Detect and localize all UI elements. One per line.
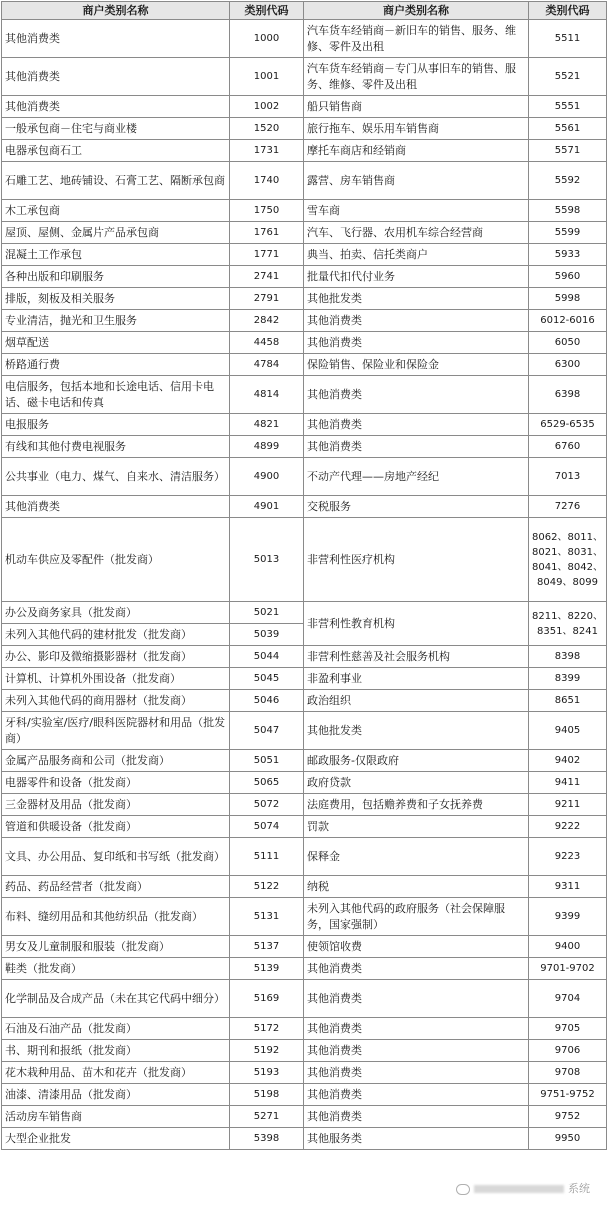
category-code-left: 2842	[230, 310, 304, 332]
merchant-name-left: 金属产品服务商和公司（批发商）	[2, 750, 230, 772]
table-row	[2, 1018, 607, 1040]
table-row	[2, 222, 607, 244]
merchant-name-right: 其他消费类	[304, 1018, 529, 1040]
table-row	[2, 772, 607, 794]
merchant-name-right: 其他服务类	[304, 1128, 529, 1150]
wechat-icon	[456, 1184, 470, 1195]
category-code-left: 5169	[230, 980, 304, 1018]
table-row	[2, 118, 607, 140]
category-code-right: 5998	[529, 288, 607, 310]
merchant-name-left: 电信服务，包括本地和长途电话、信用卡电话、磁卡电话和传真	[2, 376, 230, 414]
merchant-name-right: 非营利性慈善及社会服务机构	[304, 646, 529, 668]
blurred-watermark-text	[474, 1185, 564, 1193]
merchant-name-right: 其他消费类	[304, 310, 529, 332]
category-code-left: 5271	[230, 1106, 304, 1128]
merchant-name-right: 其他消费类	[304, 414, 529, 436]
merchant-name-left: 桥路通行费	[2, 354, 230, 376]
merchant-name-left: 其他消费类	[2, 496, 230, 518]
merchant-name-right: 旅行拖车、娱乐用车销售商	[304, 118, 529, 140]
merchant-name-left: 木工承包商	[2, 200, 230, 222]
table-row	[2, 750, 607, 772]
category-code-right: 9222	[529, 816, 607, 838]
category-code-right: 8398	[529, 646, 607, 668]
category-code-left: 5039	[230, 624, 304, 646]
merchant-name-left: 鞋类（批发商）	[2, 958, 230, 980]
merchant-name-right: 未列入其他代码的政府服务（社会保障服务，国家强制）	[304, 898, 529, 936]
category-code-right: 6760	[529, 436, 607, 458]
merchant-name-right: 其他消费类	[304, 1062, 529, 1084]
category-code-left: 5198	[230, 1084, 304, 1106]
category-code-right: 9311	[529, 876, 607, 898]
category-code-left: 2741	[230, 266, 304, 288]
category-code-right: 6529-6535	[529, 414, 607, 436]
table-row	[2, 602, 607, 624]
merchant-name-left: 石油及石油产品（批发商）	[2, 1018, 230, 1040]
category-code-right: 6300	[529, 354, 607, 376]
category-code-left: 1520	[230, 118, 304, 140]
category-code-left: 5021	[230, 602, 304, 624]
table-row	[2, 898, 607, 936]
category-code-left: 2791	[230, 288, 304, 310]
watermark-text: 系统	[568, 1182, 590, 1195]
table-row	[2, 690, 607, 712]
category-code-right: 7013	[529, 458, 607, 496]
merchant-name-left: 屋顶、屋侧、金属片产品承包商	[2, 222, 230, 244]
category-code-left: 4900	[230, 458, 304, 496]
merchant-name-right: 批量代扣代付业务	[304, 266, 529, 288]
header-name-right: 商户类别名称	[304, 2, 529, 20]
category-code-right: 5551	[529, 96, 607, 118]
table-row	[2, 1062, 607, 1084]
category-code-left: 5139	[230, 958, 304, 980]
merchant-name-left: 电器零件和设备（批发商）	[2, 772, 230, 794]
category-code-left: 5047	[230, 712, 304, 750]
category-code-left: 1771	[230, 244, 304, 266]
merchant-name-right: 政府贷款	[304, 772, 529, 794]
category-code-right: 9411	[529, 772, 607, 794]
category-code-left: 5045	[230, 668, 304, 690]
table-row	[2, 244, 607, 266]
table-row	[2, 1106, 607, 1128]
merchant-name-left: 活动房车销售商	[2, 1106, 230, 1128]
category-code-left: 5074	[230, 816, 304, 838]
table-row	[2, 162, 607, 200]
category-code-left: 4458	[230, 332, 304, 354]
merchant-name-left: 牙科/实验室/医疗/眼科医院器材和用品（批发商）	[2, 712, 230, 750]
category-code-right: 9701-9702	[529, 958, 607, 980]
merchant-name-right: 典当、拍卖、信托类商户	[304, 244, 529, 266]
category-code-right: 5598	[529, 200, 607, 222]
category-code-right: 5592	[529, 162, 607, 200]
table-row	[2, 712, 607, 750]
category-code-right: 7276	[529, 496, 607, 518]
merchant-name-left: 其他消费类	[2, 96, 230, 118]
table-row	[2, 838, 607, 876]
merchant-name-right: 其他消费类	[304, 332, 529, 354]
watermark	[456, 1180, 590, 1196]
table-row	[2, 1128, 607, 1150]
merchant-name-left: 花木栽种用品、苗木和花卉（批发商）	[2, 1062, 230, 1084]
category-code-right: 5599	[529, 222, 607, 244]
category-code-left: 4784	[230, 354, 304, 376]
merchant-name-right: 交税服务	[304, 496, 529, 518]
merchant-name-right: 非营利性教育机构	[304, 602, 529, 646]
table-row	[2, 288, 607, 310]
merchant-name-right: 其他消费类	[304, 958, 529, 980]
merchant-name-right: 使领馆收费	[304, 936, 529, 958]
table-row	[2, 518, 607, 602]
table-row	[2, 354, 607, 376]
category-code-right: 9405	[529, 712, 607, 750]
merchant-name-right: 其他批发类	[304, 288, 529, 310]
category-code-left: 5193	[230, 1062, 304, 1084]
table-row	[2, 876, 607, 898]
category-code-left: 5046	[230, 690, 304, 712]
merchant-name-right: 露营、房车销售商	[304, 162, 529, 200]
merchant-name-right: 汽车货车经销商－新旧车的销售、服务、维修、零件及出租	[304, 20, 529, 58]
merchant-name-left: 未列入其他代码的商用器材（批发商）	[2, 690, 230, 712]
table-row	[2, 936, 607, 958]
merchant-name-right: 船只销售商	[304, 96, 529, 118]
category-code-right: 9708	[529, 1062, 607, 1084]
category-code-left: 4901	[230, 496, 304, 518]
category-code-right: 9752	[529, 1106, 607, 1128]
category-code-left: 5398	[230, 1128, 304, 1150]
header-row	[2, 2, 607, 20]
merchant-name-right: 非营利性医疗机构	[304, 518, 529, 602]
table-row	[2, 1040, 607, 1062]
merchant-name-right: 其他消费类	[304, 1084, 529, 1106]
table-row	[2, 646, 607, 668]
category-code-right: 5571	[529, 140, 607, 162]
category-code-left: 5065	[230, 772, 304, 794]
category-code-right: 9704	[529, 980, 607, 1018]
header-name-left: 商户类别名称	[2, 2, 230, 20]
category-code-left: 1000	[230, 20, 304, 58]
merchant-name-right: 其他消费类	[304, 436, 529, 458]
merchant-name-left: 办公及商务家具（批发商）	[2, 602, 230, 624]
merchant-name-right: 法庭费用，包括赡养费和子女抚养费	[304, 794, 529, 816]
merchant-name-left: 布料、缝纫用品和其他纺织品（批发商）	[2, 898, 230, 936]
merchant-name-right: 雪车商	[304, 200, 529, 222]
merchant-name-left: 有线和其他付费电视服务	[2, 436, 230, 458]
category-code-left: 5111	[230, 838, 304, 876]
category-code-right: 8211、8220、8351、8241	[529, 602, 607, 646]
category-code-left: 1740	[230, 162, 304, 200]
category-code-right: 8651	[529, 690, 607, 712]
merchant-name-right: 汽车货车经销商－专门从事旧车的销售、服务、维修、零件及出租	[304, 58, 529, 96]
merchant-name-right: 其他消费类	[304, 376, 529, 414]
category-code-right: 9751-9752	[529, 1084, 607, 1106]
merchant-name-right: 罚款	[304, 816, 529, 838]
table-row	[2, 332, 607, 354]
category-code-left: 5051	[230, 750, 304, 772]
merchant-name-left: 其他消费类	[2, 58, 230, 96]
merchant-name-right: 保释金	[304, 838, 529, 876]
category-code-right: 5511	[529, 20, 607, 58]
merchant-name-left: 机动车供应及零配件（批发商）	[2, 518, 230, 602]
merchant-name-left: 办公、影印及微缩摄影器材（批发商）	[2, 646, 230, 668]
category-code-left: 1761	[230, 222, 304, 244]
category-code-right: 6398	[529, 376, 607, 414]
table-row	[2, 96, 607, 118]
header-code-left: 类别代码	[230, 2, 304, 20]
category-code-right: 5960	[529, 266, 607, 288]
category-code-left: 5044	[230, 646, 304, 668]
merchant-name-left: 一般承包商－住宅与商业楼	[2, 118, 230, 140]
merchant-name-left: 混凝土工作承包	[2, 244, 230, 266]
merchant-name-right: 其他消费类	[304, 1040, 529, 1062]
merchant-name-left: 计算机、计算机外围设备（批发商）	[2, 668, 230, 690]
table-row	[2, 668, 607, 690]
merchant-name-right: 其他消费类	[304, 980, 529, 1018]
merchant-name-left: 专业清洁，抛光和卫生服务	[2, 310, 230, 332]
category-code-right: 9399	[529, 898, 607, 936]
category-code-right: 6012-6016	[529, 310, 607, 332]
table-row	[2, 980, 607, 1018]
table-row	[2, 794, 607, 816]
category-code-right: 9211	[529, 794, 607, 816]
merchant-name-left: 大型企业批发	[2, 1128, 230, 1150]
table-row	[2, 20, 607, 58]
merchant-name-right: 不动产代理——房地产经纪	[304, 458, 529, 496]
table-row	[2, 496, 607, 518]
merchant-category-table-sheet	[1, 1, 606, 1150]
category-code-left: 5131	[230, 898, 304, 936]
category-code-right: 9950	[529, 1128, 607, 1150]
table-row	[2, 140, 607, 162]
merchant-name-left: 化学制品及合成产品（未在其它代码中细分）	[2, 980, 230, 1018]
category-code-right: 9400	[529, 936, 607, 958]
table-row	[2, 958, 607, 980]
merchant-name-left: 电报服务	[2, 414, 230, 436]
merchant-name-left: 三金器材及用品（批发商）	[2, 794, 230, 816]
category-code-left: 1002	[230, 96, 304, 118]
merchant-name-left: 石雕工艺、地砖铺设、石膏工艺、隔断承包商	[2, 162, 230, 200]
merchant-name-right: 其他批发类	[304, 712, 529, 750]
table-row	[2, 1084, 607, 1106]
table-row	[2, 436, 607, 458]
merchant-name-right: 邮政服务-仅限政府	[304, 750, 529, 772]
table-row	[2, 200, 607, 222]
category-code-left: 5192	[230, 1040, 304, 1062]
merchant-name-left: 未列入其他代码的建材批发（批发商）	[2, 624, 230, 646]
category-code-left: 5137	[230, 936, 304, 958]
merchant-name-left: 男女及儿童制服和服装（批发商）	[2, 936, 230, 958]
merchant-name-right: 保险销售、保险业和保险金	[304, 354, 529, 376]
table-row	[2, 376, 607, 414]
category-code-right: 9706	[529, 1040, 607, 1062]
merchant-name-left: 各种出版和印刷服务	[2, 266, 230, 288]
merchant-category-table	[1, 1, 607, 1150]
merchant-name-left: 公共事业（电力、煤气、自来水、清洁服务）	[2, 458, 230, 496]
category-code-right: 8062、8011、8021、8031、8041、8042、8049、8099	[529, 518, 607, 602]
category-code-right: 8399	[529, 668, 607, 690]
header-code-right: 类别代码	[529, 2, 607, 20]
category-code-left: 5013	[230, 518, 304, 602]
merchant-name-right: 其他消费类	[304, 1106, 529, 1128]
category-code-right: 5933	[529, 244, 607, 266]
category-code-left: 5072	[230, 794, 304, 816]
category-code-left: 5172	[230, 1018, 304, 1040]
merchant-name-left: 管道和供暖设备（批发商）	[2, 816, 230, 838]
merchant-name-left: 其他消费类	[2, 20, 230, 58]
merchant-name-left: 油漆、清漆用品（批发商）	[2, 1084, 230, 1106]
table-row	[2, 414, 607, 436]
category-code-right: 6050	[529, 332, 607, 354]
merchant-name-right: 摩托车商店和经销商	[304, 140, 529, 162]
category-code-left: 4899	[230, 436, 304, 458]
merchant-name-left: 排版，刻板及相关服务	[2, 288, 230, 310]
category-code-left: 4821	[230, 414, 304, 436]
category-code-left: 4814	[230, 376, 304, 414]
table-row	[2, 458, 607, 496]
category-code-right: 9223	[529, 838, 607, 876]
table-row	[2, 816, 607, 838]
merchant-name-left: 烟草配送	[2, 332, 230, 354]
merchant-name-right: 政治组织	[304, 690, 529, 712]
merchant-name-right: 非盈利事业	[304, 668, 529, 690]
category-code-left: 1001	[230, 58, 304, 96]
table-row	[2, 266, 607, 288]
merchant-name-left: 书、期刊和报纸（批发商）	[2, 1040, 230, 1062]
category-code-right: 5521	[529, 58, 607, 96]
merchant-name-left: 文具、办公用品、复印纸和书写纸（批发商）	[2, 838, 230, 876]
table-row	[2, 310, 607, 332]
category-code-right: 9402	[529, 750, 607, 772]
merchant-name-right: 纳税	[304, 876, 529, 898]
merchant-name-right: 汽车、飞行器、农用机车综合经营商	[304, 222, 529, 244]
category-code-left: 1750	[230, 200, 304, 222]
table-row	[2, 58, 607, 96]
category-code-right: 5561	[529, 118, 607, 140]
category-code-left: 1731	[230, 140, 304, 162]
merchant-name-left: 药品、药品经营者（批发商）	[2, 876, 230, 898]
merchant-name-left: 电器承包商石工	[2, 140, 230, 162]
category-code-right: 9705	[529, 1018, 607, 1040]
category-code-left: 5122	[230, 876, 304, 898]
